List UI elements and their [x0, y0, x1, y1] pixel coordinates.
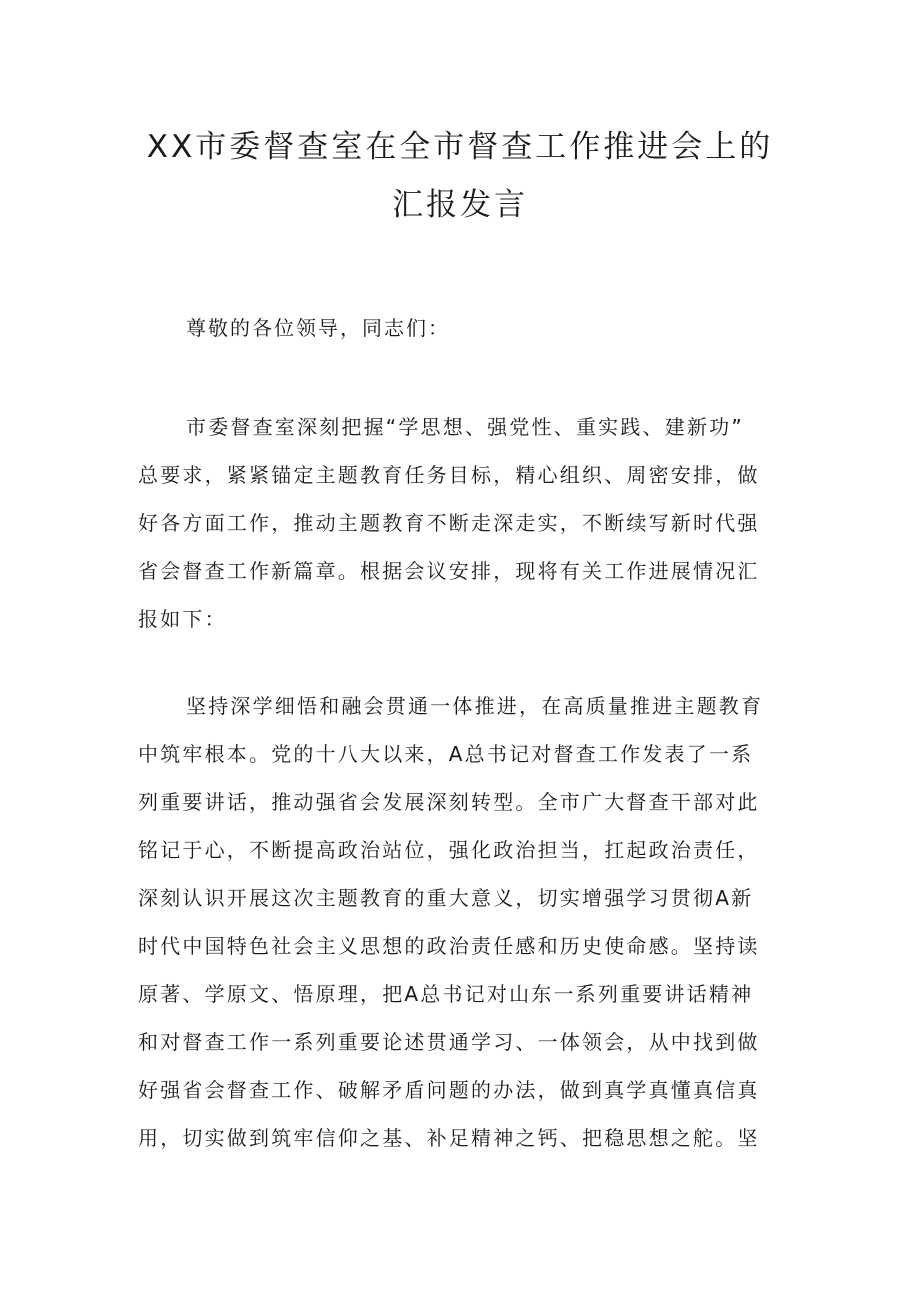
- title-line-1: XX市委督查室在全市督查工作推进会上的: [146, 129, 774, 165]
- paragraph-2-line: 好强省会督查工作、破解矛盾问题的办法，做到真学真懂真信真: [138, 1078, 760, 1102]
- paragraph-2-line: 和对督查工作一系列重要论述贯通学习、一体领会，从中找到做: [138, 1030, 760, 1054]
- paragraph-1-line: 总要求，紧紧锚定主题教育任务目标，精心组织、周密安排，做: [138, 463, 760, 487]
- paragraph-2-line: 用，切实做到筑牢信仰之基、补足精神之钙、把稳思想之舵。坚: [138, 1126, 760, 1150]
- paragraph-2: [138, 682, 798, 1162]
- paragraph-2-line: 坚持深学细悟和融会贯通一体推进，在高质量推进主题教育: [186, 694, 764, 718]
- document-title: [120, 118, 800, 234]
- paragraph-2-line: 原著、学原文、悟原理，把A总书记对山东一系列重要讲话精神: [138, 982, 754, 1006]
- paragraph-2-line: 中筑牢根本。党的十八大以来，A总书记对督查工作发表了一系: [138, 742, 754, 766]
- paragraph-2-line: 列重要讲话，推动强省会发展深刻转型。全市广大督查干部对此: [138, 790, 760, 814]
- paragraph-1-line: 省会督查工作新篇章。根据会议安排，现将有关工作进展情况汇: [138, 559, 760, 583]
- paragraph-2-line: 时代中国特色社会主义思想的政治责任感和历史使命感。坚持读: [138, 934, 760, 958]
- salutation: 尊敬的各位领导，同志们：: [186, 316, 450, 340]
- paragraph-1-line: 好各方面工作，推动主题教育不断走深走实，不断续写新时代强: [138, 511, 760, 535]
- paragraph-1-line: 报如下：: [138, 607, 227, 631]
- paragraph-2-line: 深刻认识开展这次主题教育的重大意义，切实增强学习贯彻A新: [138, 886, 754, 910]
- title-line-2: 汇报发言: [392, 187, 528, 223]
- paragraph-2-line: 铭记于心，不断提高政治站位，强化政治担当，扛起政治责任，: [138, 838, 760, 862]
- paragraph-1-line: 市委督查室深刻把握“学思想、强党性、重实践、建新功”: [186, 415, 744, 439]
- paragraph-1: [138, 403, 798, 643]
